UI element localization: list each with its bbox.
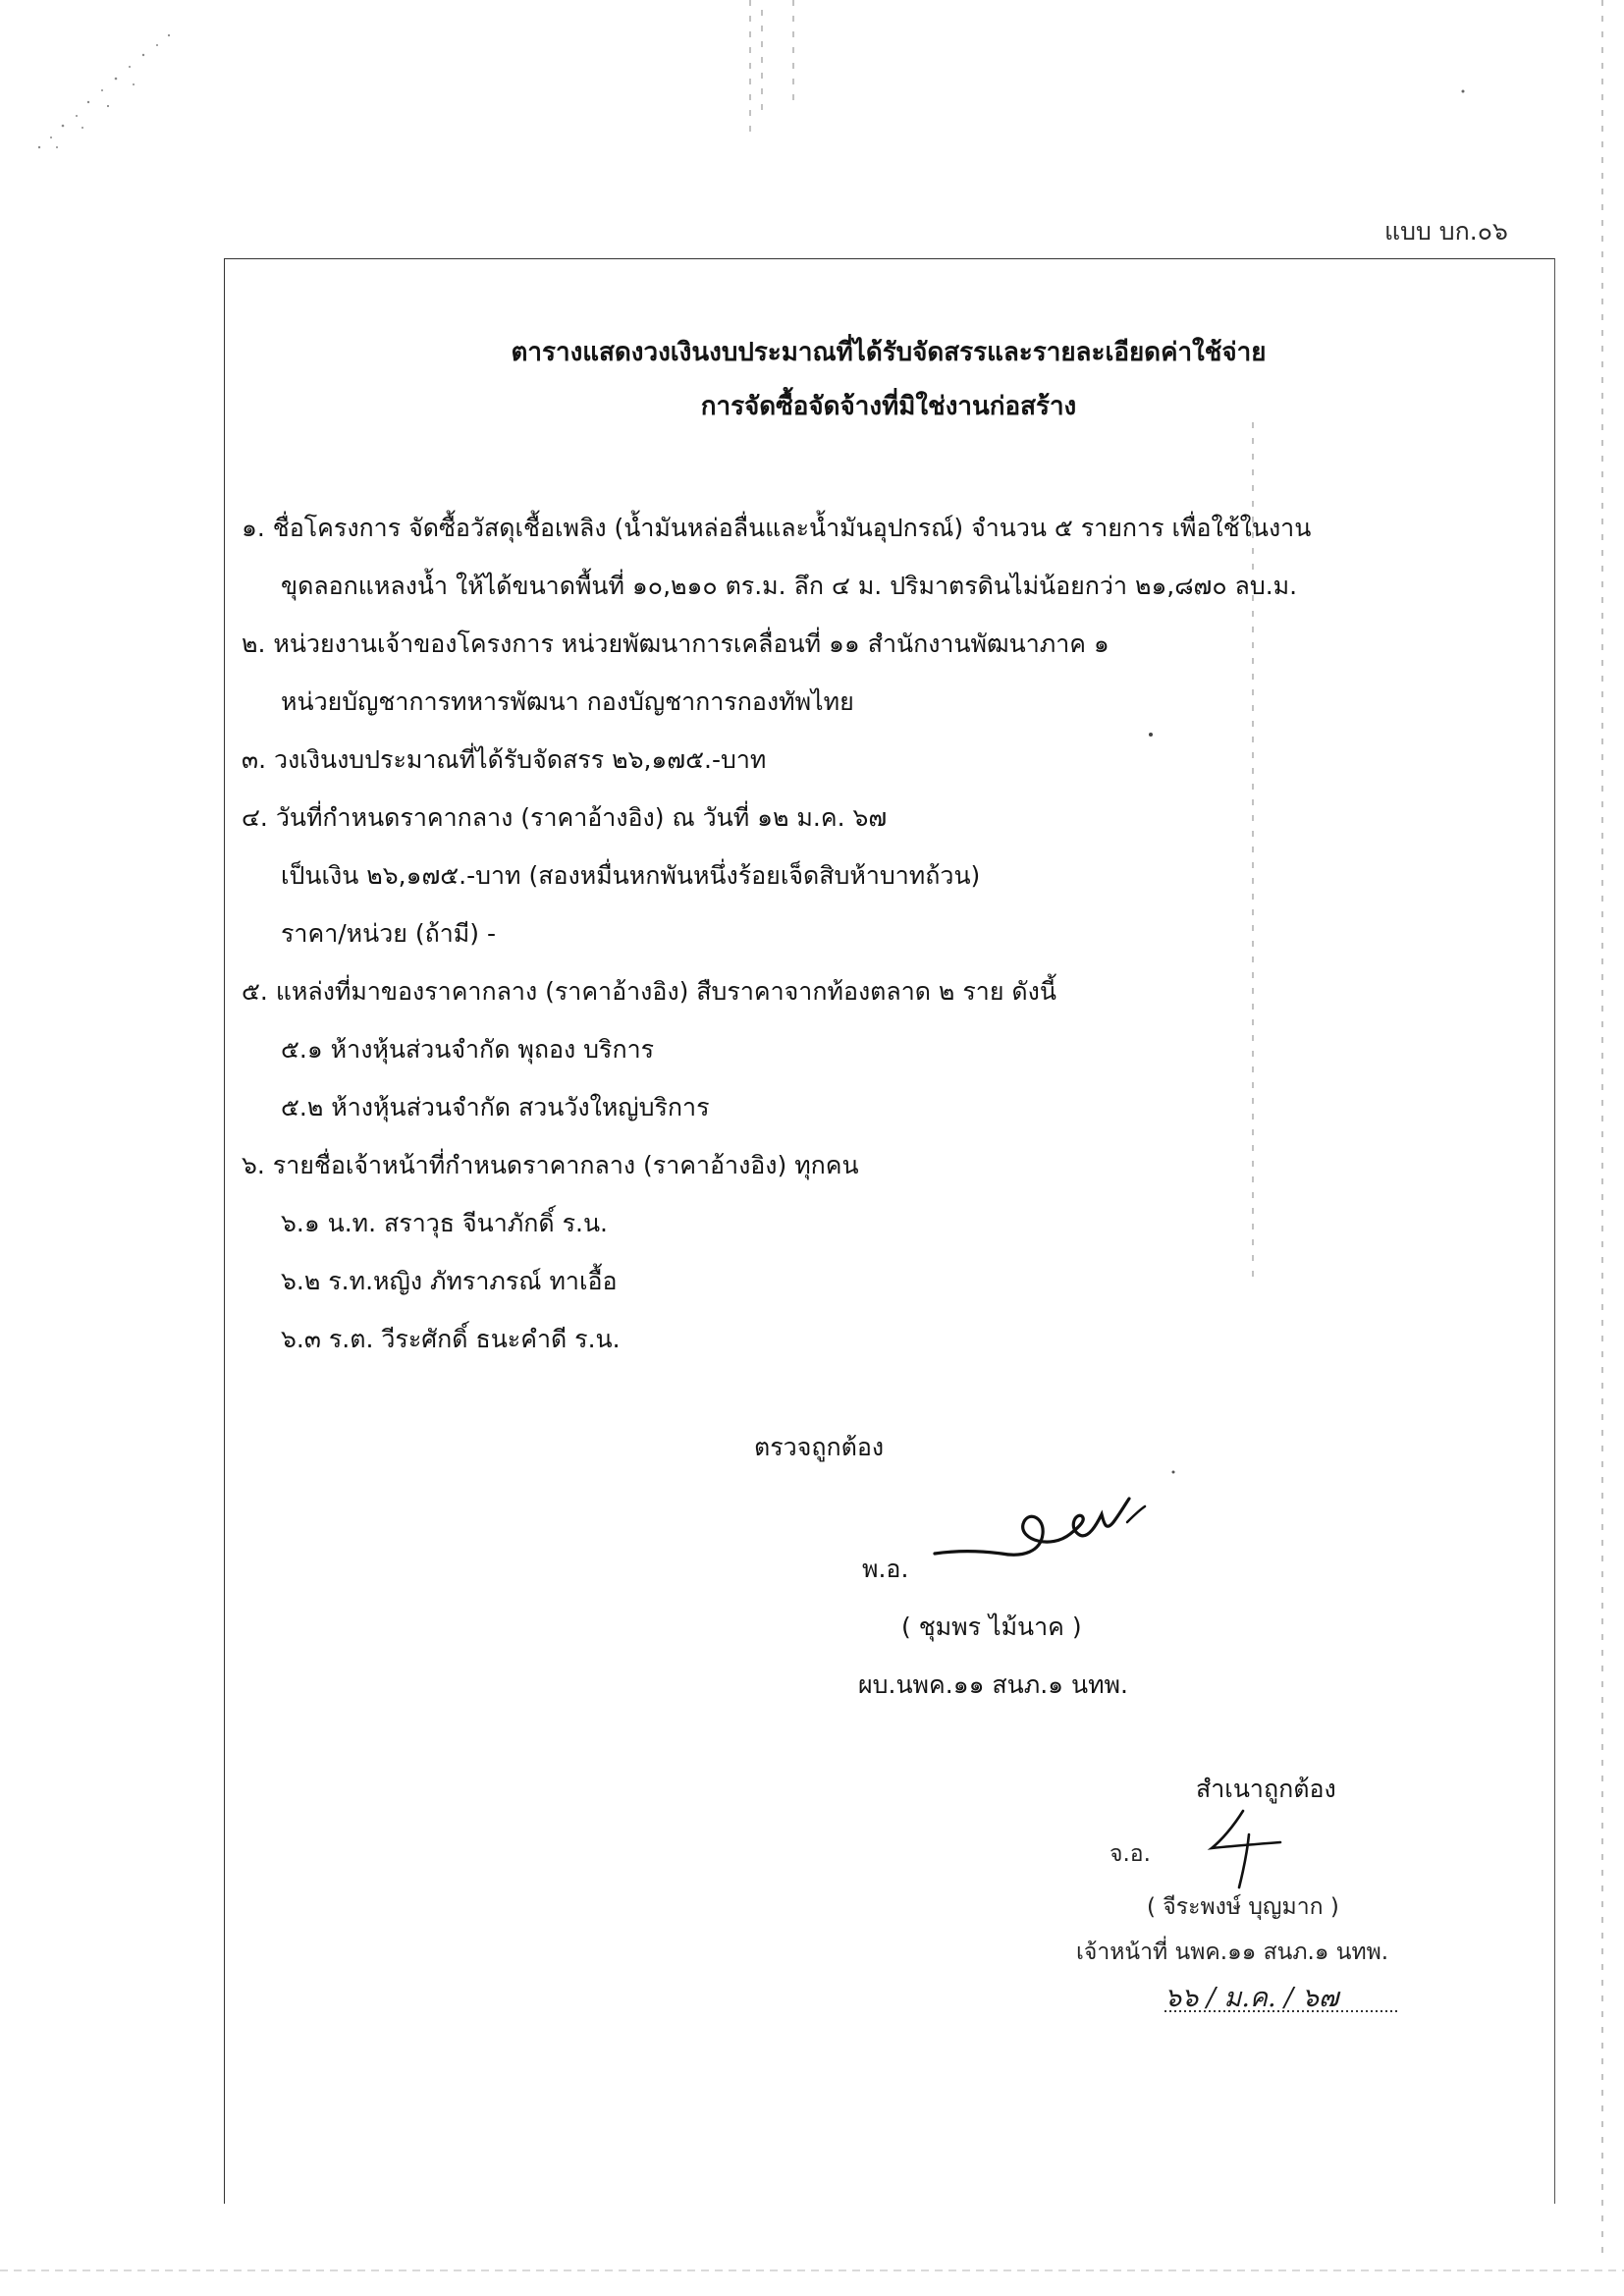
item-5-1-vendor: ๕.๑ ห้างหุ้นส่วนจำกัด พุถอง บริการ: [281, 1035, 655, 1064]
certifier-position: เจ้าหน้าที่ นพค.๑๑ สนภ.๑ นทพ.: [1076, 1940, 1389, 1965]
approver-rank: พ.อ.: [862, 1555, 909, 1583]
item-6-officers-heading: ๖. รายชื่อเจ้าหน้าที่กำหนดราคากลาง (ราคาอ้างอิง) ทุกคน: [242, 1151, 859, 1179]
item-5-2-vendor: ๕.๒ ห้างหุ้นส่วนจำกัด สวนวังใหญ่บริการ: [281, 1093, 710, 1121]
item-1-project-name: ๑. ชื่อโครงการ จัดซื้อวัสดุเชื้อเพลิง (น้ำมันหล่อลื่นและน้ำมันอุปกรณ์) จำนวน ๕ รายการ เพื่อใช้ในงาน: [242, 514, 1312, 542]
certifier-signature: [1200, 1805, 1308, 1893]
item-2-owner-unit: ๒. หน่วยงานเจ้าของโครงการ หน่วยพัฒนาการเคลื่อนที่ ๑๑ สำนักงานพัฒนาภาค ๑: [242, 629, 1110, 658]
item-6-2-officer: ๖.๒ ร.ท.หญิง ภัทราภรณ์ ทาเอื้อ: [281, 1267, 618, 1295]
item-6-1-officer: ๖.๑ น.ท. สราวุธ จีนาภักดิ์ ร.น.: [281, 1209, 608, 1237]
date-underline: [1164, 2007, 1400, 2015]
document-title: ตารางแสดงวงเงินงบประมาณที่ได้รับจัดสรรและรายละเอียดค่าใช้จ่าย: [511, 338, 1267, 367]
certified-date: ๖๖ / ม.ค. / ๖๗: [1164, 1983, 1339, 2013]
item-2-owner-command: หน่วยบัญชาการทหารพัฒนา กองบัญชาการกองทัพไทย: [281, 687, 854, 716]
item-6-3-officer: ๖.๓ ร.ต. วีระศักดิ์ ธนะคำดี ร.น.: [281, 1325, 621, 1353]
certifier-rank: จ.อ.: [1110, 1841, 1151, 1867]
approver-name: ( ชุมพร ไม้นาค ): [901, 1613, 1082, 1641]
item-3-budget: ๓. วงเงินงบประมาณที่ได้รับจัดสรร ๒๖,๑๗๕.-บาท: [242, 745, 767, 774]
form-code: แบบ บก.๐๖: [1384, 217, 1508, 246]
verified-label: ตรวจถูกต้อง: [754, 1433, 885, 1461]
item-5-price-source: ๕. แหล่งที่มาของราคากลาง (ราคาอ้างอิง) สืบราคาจากท้องตลาด ๒ ราย ดังนี้: [242, 977, 1056, 1006]
item-4-amount: เป็นเงิน ๒๖,๑๗๕.-บาท (สองหมื่นหกพันหนึ่งร้อยเจ็ดสิบห้าบาทถ้วน): [281, 861, 981, 890]
item-4-reference-date: ๔. วันที่กำหนดราคากลาง (ราคาอ้างอิง) ณ วันที่ ๑๒ ม.ค. ๖๗: [242, 803, 888, 832]
item-1-project-detail: ขุดลอกแหลงน้ำ ให้ได้ขนาดพื้นที่ ๑๐,๒๑๐ ตร.ม. ลึก ๔ ม. ปริมาตรดินไม่น้อยกว่า ๒๑,๘๗๐ ลบ.ม.: [281, 572, 1298, 600]
item-4-unit-price: ราคา/หน่วย (ถ้ามี) -: [281, 919, 496, 948]
certifier-name: ( จีระพงษ์ บุญมาก ): [1147, 1894, 1339, 1920]
document-subtitle: การจัดซื้อจัดจ้างที่มิใช่งานก่อสร้าง: [700, 392, 1077, 421]
approver-signature: [933, 1493, 1178, 1581]
certified-copy-label: สำเนาถูกต้อง: [1196, 1775, 1336, 1803]
approver-position: ผบ.นพค.๑๑ สนภ.๑ นทพ.: [858, 1670, 1128, 1699]
